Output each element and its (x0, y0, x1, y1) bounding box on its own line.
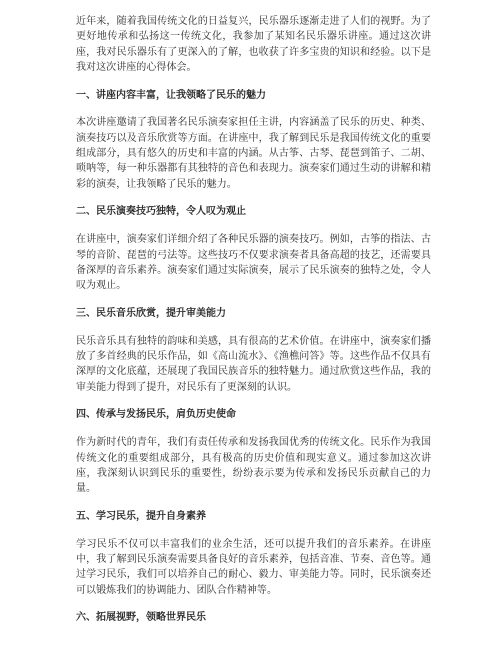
document-page (76, 14, 431, 626)
section-1-body: 本次讲座邀请了我国著名民乐演奏家担任主讲，内容涵盖了民乐的历史、种类、演奏技巧以及音乐欣赏等方面。在讲座中，我了解到民乐是我国传统文化的重要组成部分，具有悠久的历史和丰富的内涵。从古筝、古琴、琵琶到笛子、二胡、唢呐等，每一种乐器都有其独特的音色和表现力。演奏家们通过生动的讲解和精彩的演奏，让我领略了民乐的魅力。 (76, 117, 431, 190)
section-1-heading: 一、讲座内容丰富，让我领略了民乐的魅力 (76, 89, 266, 101)
section-4-heading: 四、传承与发扬民乐，肩负历史使命 (76, 409, 236, 421)
section-3-body: 民乐音乐具有独特的韵味和美感，具有很高的艺术价值。在讲座中，演奏家们播放了多首经典的民乐作品，如《高山流水》、《渔樵问答》等。这些作品不仅具有深厚的文化底蕴，还展现了我国民族音乐的独特魅力。通过欣赏这些作品，我的审美能力得到了提升，对民乐有了更深刻的认识。 (76, 335, 431, 393)
intro-paragraph: 近年来，随着我国传统文化的日益复兴，民乐器乐逐渐走进了人们的视野。为了更好地传承和弘扬这一传统文化，我参加了某知名民乐器乐讲座。通过这次讲座，我对民乐器乐有了更深入的了解，也收获了许多宝贵的知识和经验。以下是我对这次讲座的心得体会。 (76, 16, 431, 73)
section-2-heading: 二、民乐演奏技巧独特，令人叹为观止 (76, 206, 246, 218)
section-2-body: 在讲座中，演奏家们详细介绍了各种民乐器的演奏技巧。例如，古筝的指法、古琴的音阶、琵琶的弓法等。这些技巧不仅要求演奏者具备高超的技艺，还需要具备深厚的音乐素养。演奏家们通过实际演奏，展示了民乐演奏的独特之处，令人叹为观止。 (76, 234, 431, 292)
section-4-body: 作为新时代的青年，我们有责任传承和发扬我国优秀的传统文化。民乐作为我国传统文化的重要组成部分，具有极高的历史价值和现实意义。通过参加这次讲座，我深刻认识到民乐的重要性，纷纷表示要为传承和发扬民乐贡献自己的力量。 (76, 437, 431, 495)
section-5-body: 学习民乐不仅可以丰富我们的业余生活，还可以提升我们的音乐素养。在讲座中，我了解到民乐演奏需要具备良好的音乐素养，包括音准、节奏、音色等。通过学习民乐，我们可以培养自己的耐心、毅力、审美能力等。同时，民乐演奏还可以锻炼我们的协调能力、团队合作精神等。 (76, 538, 431, 596)
section-3-heading: 三、民乐音乐欣赏，提升审美能力 (76, 307, 226, 319)
section-6-heading: 六、拓展视野，领略世界民乐 (76, 612, 206, 624)
section-5-heading: 五、学习民乐，提升自身素养 (76, 510, 206, 522)
